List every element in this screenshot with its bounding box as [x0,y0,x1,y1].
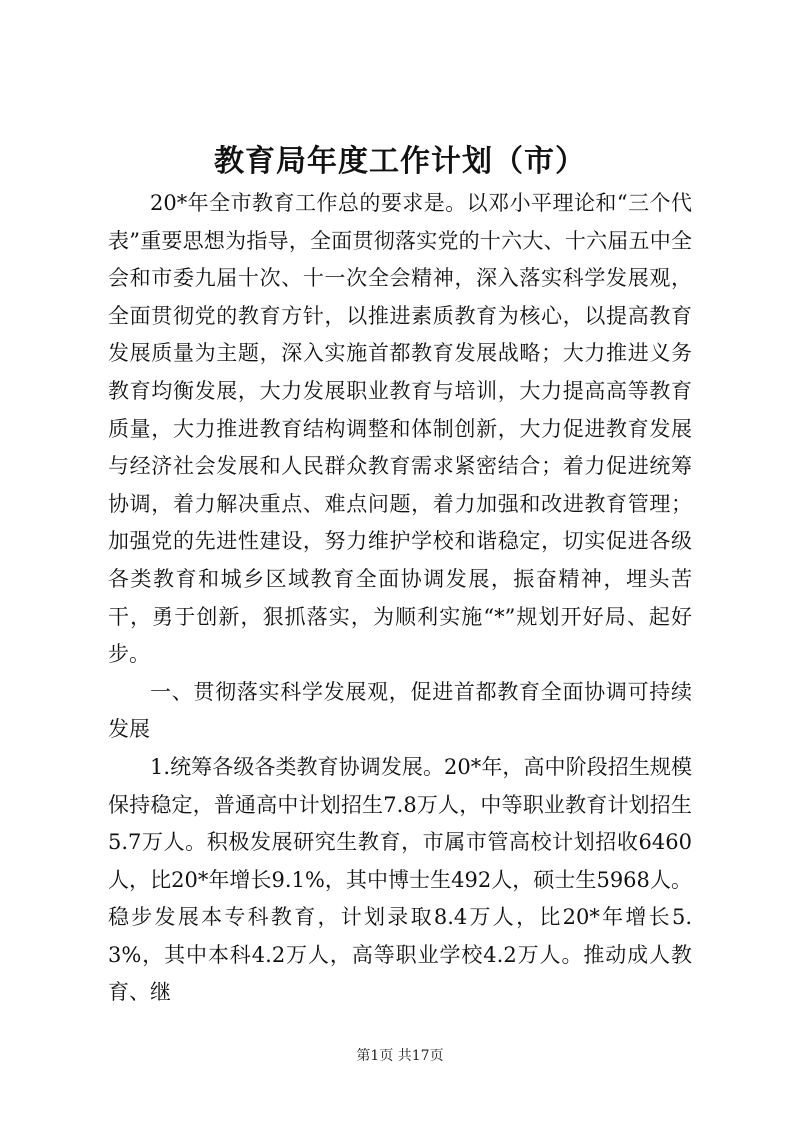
paragraph-item-1: 1.统筹各级各类教育协调发展。20*年，高中阶段招生规模保持稳定，普通高中计划招生7.8万人，中等职业教育计划招生5.7万人。积极发展研究生教育，市属市管高校计划招收6460人，比20*年增长9.1%，其中博士生492人，硕士生5968人。稳步发展本专科教育，计划录取8.4万人，比20*年增长5.3%，其中本科4.2万人，高等职业学校4.2万人。推动成人教育、继 [108,754,692,1005]
document-body [108,185,692,1012]
document-title: 教育局年度工作计划（市） [214,144,586,179]
page-number: 第1页 共17页 [356,1048,444,1064]
paragraph-general-requirements: 20*年全市教育工作总的要求是。以邓小平理论和“三个代表”重要思想为指导，全面贯彻落实党的十六大、十六届五中全会和市委九届十次、十一次全会精神，深入落实科学发展观，全面贯彻党的教育方针，以推进素质教育为核心，以提高教育发展质量为主题，深入实施首都教育发展战略；大力推进义务教育均衡发展，大力发展职业教育与培训，大力提高高等教育质量，大力推进教育结构调整和体制创新，大力促进教育发展与经济社会发展和人民群众教育需求紧密结合；着力促进统筹协调，着力解决重点、难点问题，着力加强和改进教育管理；加强党的先进性建设，努力维护学校和谐稳定，切实促进各级各类教育和城乡区域教育全面协调发展，振奋精神，埋头苦干，勇于创新，狠抓落实，为顺利实施“*”规划开好局、起好步。 [108,191,692,667]
section-heading-1: 一、贯彻落实科学发展观，促进首都教育全面协调可持续发展 [108,679,692,742]
